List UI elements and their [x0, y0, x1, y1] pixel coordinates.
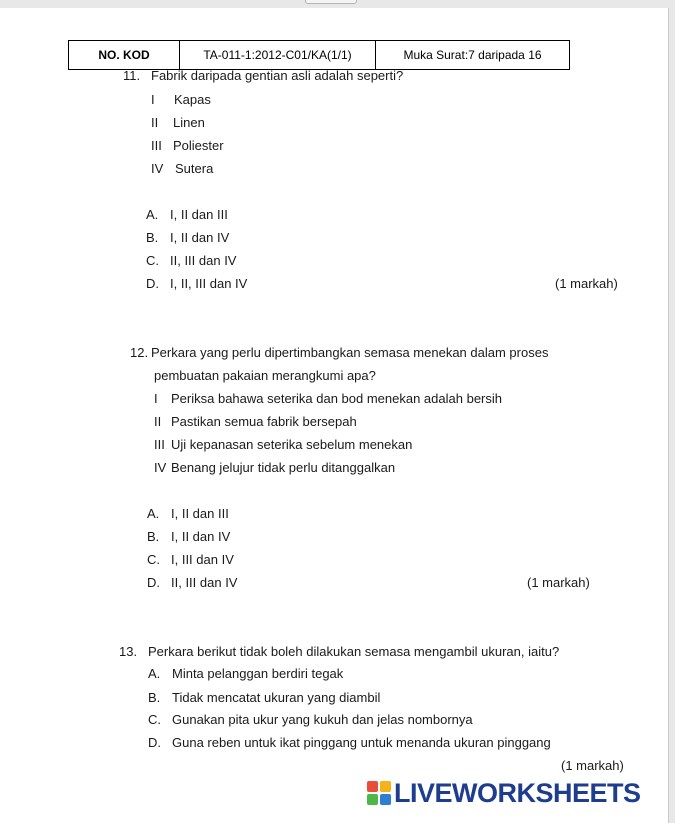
q12-statement-label: IV — [154, 460, 167, 475]
question-11-text: Fabrik daripada gentian asli adalah seperti? — [151, 68, 404, 83]
q12-statement-text: Uji kepanasan seterika sebelum menekan — [171, 437, 413, 452]
q13-option-label: D. — [148, 735, 161, 750]
q13-option-d[interactable]: Guna reben untuk ikat pinggang untuk menanda ukuran pinggang — [172, 735, 551, 750]
liveworksheets-logo[interactable] — [367, 778, 641, 808]
page-info: Muka Surat:7 daripada 16 — [403, 48, 542, 62]
q13-option-c[interactable]: Gunakan pita ukur yang kukuh dan jelas nombornya — [172, 712, 473, 727]
q13-option-label: C. — [148, 712, 161, 727]
q12-statement-label: III — [154, 437, 165, 452]
q11-statement-label: II — [151, 115, 159, 130]
q12-option-label: D. — [147, 575, 160, 590]
worksheet-page — [0, 8, 669, 823]
question-13-number: 13. — [119, 644, 138, 659]
q12-option-label: C. — [147, 552, 160, 567]
q12-marks: (1 markah) — [527, 575, 590, 590]
question-12-text: Perkara yang perlu dipertimbangkan semasa menekan dalam proses — [151, 345, 549, 360]
q12-option-d[interactable]: II, III dan IV — [171, 575, 238, 590]
q11-statement-text: Sutera — [175, 161, 214, 176]
code-label: NO. KOD — [69, 41, 180, 69]
q11-statement-label: I — [151, 92, 155, 107]
q11-option-a[interactable]: I, II dan III — [170, 207, 228, 222]
question-11-number: 11. — [123, 68, 141, 83]
q13-option-b[interactable]: Tidak mencatat ukuran yang diambil — [172, 690, 381, 705]
q11-statement-label: IV — [151, 161, 164, 176]
q12-option-label: B. — [147, 529, 160, 544]
header-table — [68, 40, 570, 70]
q11-statement-text: Kapas — [174, 92, 211, 107]
q11-statement-text: Poliester — [173, 138, 224, 153]
q13-option-label: A. — [148, 666, 161, 681]
q11-statement-label: III — [151, 138, 162, 153]
q11-option-d[interactable]: I, II, III dan IV — [170, 276, 248, 291]
page-scroll-handle[interactable] — [305, 0, 357, 4]
q13-marks: (1 markah) — [561, 758, 624, 773]
logo-text: LIVEWORKSHEETS — [394, 777, 641, 808]
q12-option-b[interactable]: I, II dan IV — [171, 529, 231, 544]
q11-option-label: C. — [146, 253, 159, 268]
q12-statement-text: Pastikan semua fabrik bersepah — [171, 414, 357, 429]
q12-option-c[interactable]: I, III dan IV — [171, 552, 234, 567]
code-value: TA-011-1:2012-C01/KA(1/1) — [180, 41, 376, 69]
q11-option-b[interactable]: I, II dan IV — [170, 230, 230, 245]
q11-marks: (1 markah) — [555, 276, 618, 291]
q11-statement-text: Linen — [173, 115, 205, 130]
logo-mark-icon — [367, 781, 391, 805]
q12-option-a[interactable]: I, II dan III — [171, 506, 229, 521]
q12-option-label: A. — [147, 506, 160, 521]
q11-option-label: B. — [146, 230, 159, 245]
q13-option-a[interactable]: Minta pelanggan berdiri tegak — [172, 666, 344, 681]
question-12-text-cont: pembuatan pakaian merangkumi apa? — [154, 368, 376, 383]
question-13-text: Perkara berikut tidak boleh dilakukan semasa mengambil ukuran, iaitu? — [148, 644, 560, 659]
question-12-number: 12. — [130, 345, 149, 360]
q11-option-label: A. — [146, 207, 159, 222]
q11-option-label: D. — [146, 276, 159, 291]
q12-statement-text: Benang jelujur tidak perlu ditanggalkan — [171, 460, 396, 475]
q12-statement-text: Periksa bahawa seterika dan bod menekan adalah bersih — [171, 391, 502, 406]
q11-option-c[interactable]: II, III dan IV — [170, 253, 237, 268]
q13-option-label: B. — [148, 690, 161, 705]
q12-statement-label: I — [154, 391, 158, 406]
q12-statement-label: II — [154, 414, 162, 429]
